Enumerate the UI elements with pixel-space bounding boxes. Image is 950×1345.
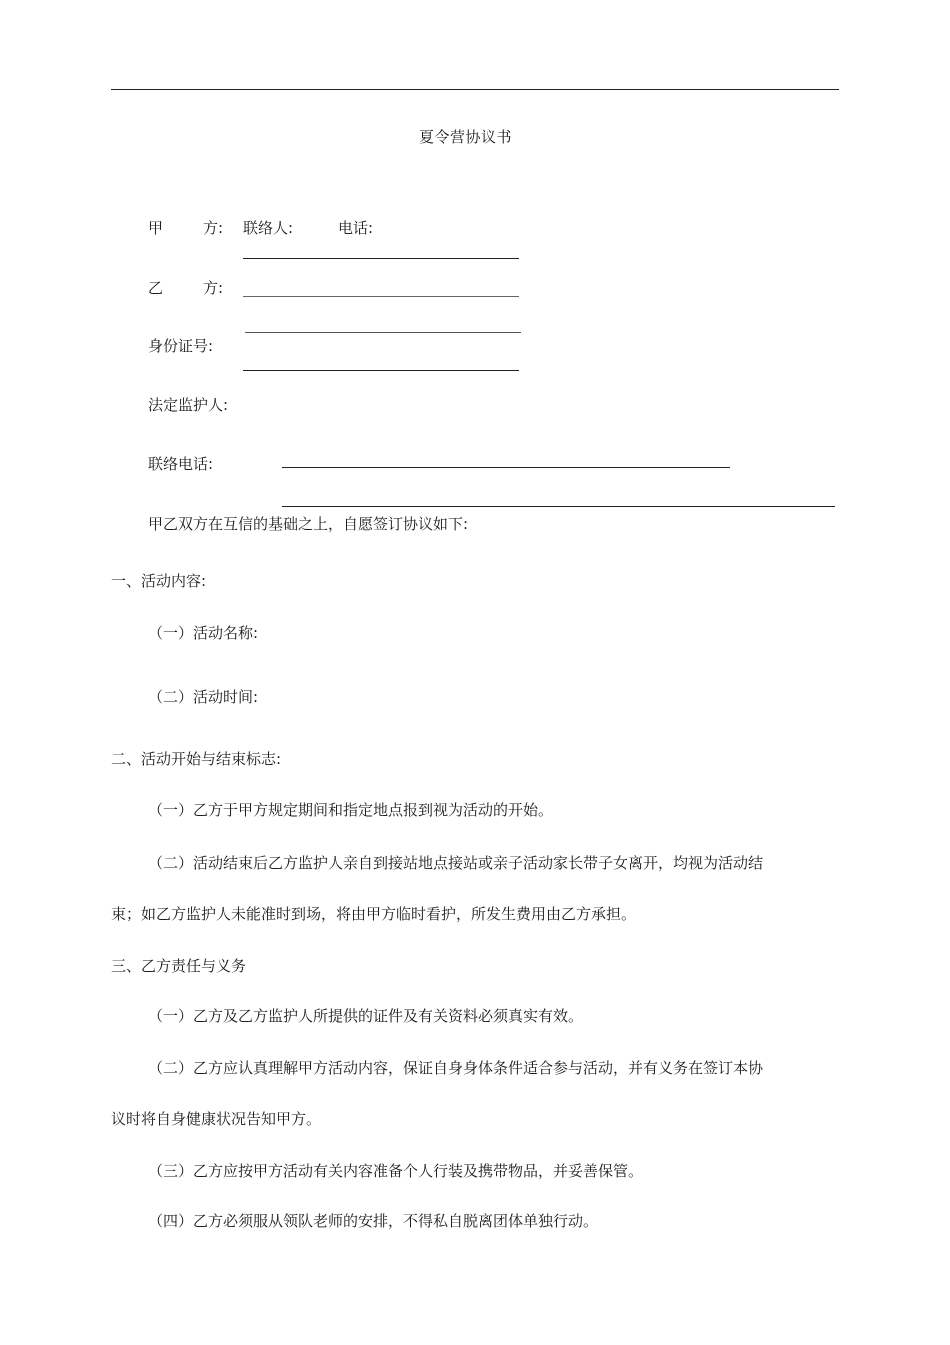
section-3-item-1: （一）乙方及乙方监护人所提供的证件及有关资料必须真实有效。: [148, 1007, 584, 1025]
section-3-heading: 三、乙方责任与义务: [111, 957, 247, 975]
contact-phone-label: 联络电话:: [148, 455, 214, 473]
party-b-fill-line[interactable]: [243, 296, 519, 297]
section-2-item-1: （一）乙方于甲方规定期间和指定地点报到视为活动的开始。: [148, 801, 554, 819]
section-3-item-3: （三）乙方应按甲方活动有关内容准备个人行装及携带物品，并妥善保管。: [148, 1162, 644, 1180]
contact-person-label: 联络人:: [243, 219, 294, 237]
section-3-item-4: （四）乙方必须服从领队老师的安排，不得私自脱离团体单独行动。: [148, 1212, 599, 1230]
party-b-label: 乙: [148, 279, 164, 297]
intro-paragraph: 甲乙双方在互信的基础之上，自愿签订协议如下:: [148, 515, 469, 533]
party-a-fill-line[interactable]: [243, 258, 519, 259]
section-3-item-2-line-2: 议时将自身健康状况告知甲方。: [111, 1110, 322, 1128]
document-title: 夏令营协议书: [419, 128, 513, 146]
section-2-heading: 二、活动开始与结束标志:: [111, 750, 282, 768]
section-1-item-2: （二）活动时间:: [148, 688, 259, 706]
party-a-label: 甲: [148, 219, 164, 237]
section-3-item-2-line-1: （二）乙方应认真理解甲方活动内容，保证自身身体条件适合参与活动，并有义务在签订本协: [148, 1059, 764, 1077]
guardian-label: 法定监护人:: [148, 396, 229, 414]
contact-phone-fill-line[interactable]: [282, 467, 730, 468]
party-a-fang-label: 方:: [203, 219, 224, 237]
party-b-fill-line-2[interactable]: [245, 332, 521, 333]
contact-phone-fill-line-2[interactable]: [282, 506, 835, 507]
id-number-label: 身份证号:: [148, 337, 214, 355]
section-1-item-1: （一）活动名称:: [148, 624, 259, 642]
id-number-fill-line[interactable]: [243, 370, 519, 371]
section-2-item-2-line-2: 束；如乙方监护人未能准时到场，将由甲方临时看护，所发生费用由乙方承担。: [111, 905, 637, 923]
section-1-heading: 一、活动内容:: [111, 572, 207, 590]
section-2-item-2-line-1: （二）活动结束后乙方监护人亲自到接站地点接站或亲子活动家长带子女离开，均视为活动结: [148, 854, 764, 872]
phone-label: 电话:: [338, 219, 374, 237]
header-rule: [111, 89, 839, 90]
party-b-fang-label: 方:: [203, 279, 224, 297]
